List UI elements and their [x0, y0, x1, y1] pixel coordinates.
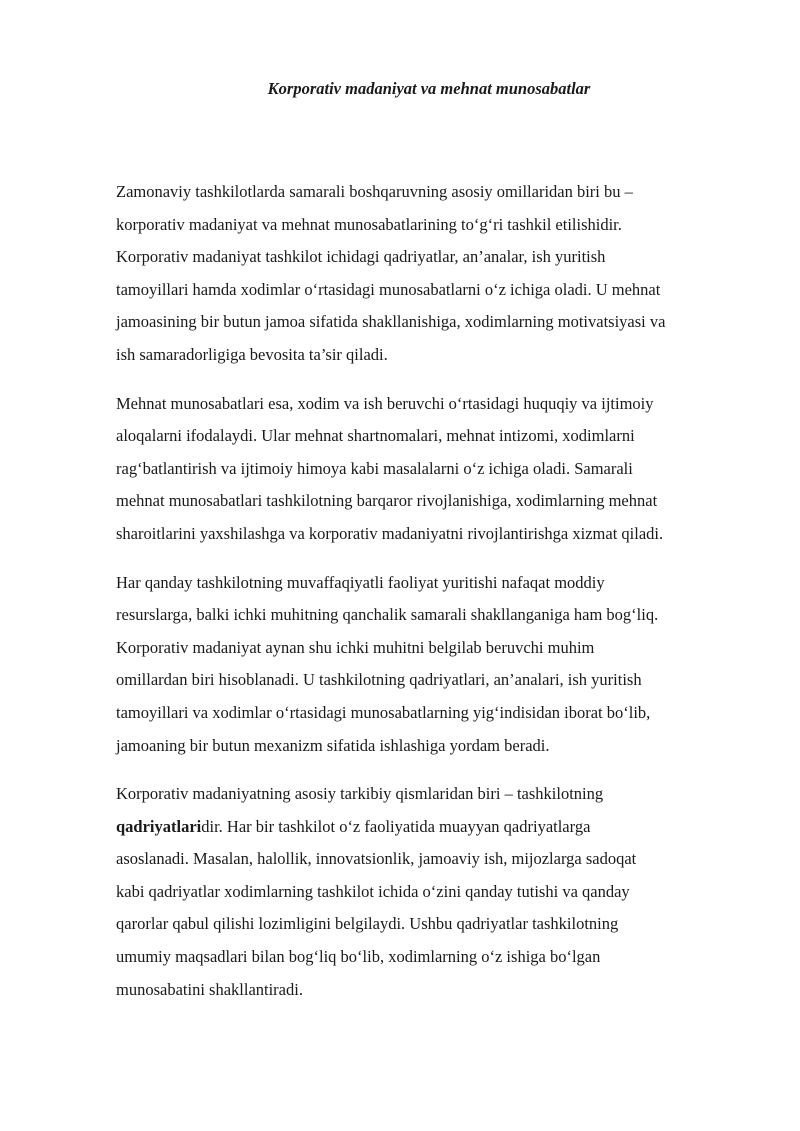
text-line: tamoyillari va xodimlar o‘rtasidagi munosabatlarning yig‘indisidan iborat bo‘lib,: [116, 702, 651, 722]
text-line: mehnat munosabatlari tashkilotning barqaror rivojlanishiga, xodimlarning mehnat: [116, 491, 658, 511]
text-line: Korporativ madaniyat aynan shu ichki muhitni belgilab beruvchi muhim: [116, 637, 595, 657]
text-line: rag‘batlantirish va ijtimoiy himoya kabi masalalarni o‘z ichiga oladi. Samarali: [116, 458, 633, 478]
text-fragment: dir. Har bir tashkilot o‘z faoliyatida muayyan qadriyatlarga: [201, 816, 591, 836]
text-line: tamoyillari hamda xodimlar o‘rtasidagi munosabatlarni o‘z ichiga oladi. U mehnat: [116, 279, 661, 299]
text-line: jamoasining bir butun jamoa sifatida shakllanishiga, xodimlarning motivatsiyasi va: [116, 312, 666, 332]
text-line: Mehnat munosabatlari esa, xodim va ish beruvchi o‘rtasidagi huquqiy va ijtimoiy: [116, 393, 654, 413]
text-line-with-emphasis: [116, 811, 752, 844]
text-line: omillardan biri hisoblanadi. U tashkilotning qadriyatlari, an’analari, ish yuritish: [116, 670, 642, 690]
text-line: munosabatini shakllantiradi.: [116, 979, 303, 999]
text-line: kabi qadriyatlar xodimlarning tashkilot ichida o‘zini qanday tutishi va qanday: [116, 881, 630, 901]
text-line: jamoaning bir butun mexanizm sifatida ishlashiga yordam beradi.: [116, 735, 550, 755]
text-line: resurslarga, balki ichki muhitning qanchalik samarali shakllanganiga ham bog‘liq.: [116, 605, 659, 625]
document-title: Korporativ madaniyat va mehnat munosabatlar: [267, 79, 591, 98]
text-line: Korporativ madaniyat tashkilot ichidagi qadriyatlar, an’analar, ish yuritish: [116, 247, 606, 267]
paragraph-1: [116, 176, 752, 372]
paragraph-2: [116, 388, 752, 551]
text-line: ish samaradorligiga bevosita ta’sir qiladi.: [116, 344, 388, 364]
text-line: Har qanday tashkilotning muvaffaqiyatli faoliyat yuritishi nafaqat moddiy: [116, 572, 605, 592]
text-line: asoslanadi. Masalan, halollik, innovatsionlik, jamoaviy ish, mijozlarga sadoqat: [116, 849, 637, 869]
text-line: umumiy maqsadlari bilan bog‘liq bo‘lib, xodimlarning o‘z ishiga bo‘lgan: [116, 947, 601, 967]
text-line: Korporativ madaniyatning asosiy tarkibiy qismlaridan biri – tashkilotning: [116, 784, 604, 804]
text-line: korporativ madaniyat va mehnat munosabatlarining to‘g‘ri tashkil etilishidir.: [116, 214, 622, 234]
text-line: aloqalarni ifodalaydi. Ular mehnat shartnomalari, mehnat intizomi, xodimlarni: [116, 426, 635, 446]
paragraph-3: [116, 567, 752, 763]
text-line: Zamonaviy tashkilotlarda samarali boshqaruvning asosiy omillaridan biri bu –: [116, 182, 633, 201]
emphasized-term: qadriyatlari: [116, 816, 202, 836]
text-line: qarorlar qabul qilishi lozimligini belgilaydi. Ushbu qadriyatlar tashkilotning: [116, 914, 619, 934]
paragraph-4: [116, 778, 752, 1006]
text-line: sharoitlarini yaxshilashga va korporativ madaniyatni rivojlantirishga xizmat qiladi.: [116, 523, 664, 543]
document-body: [116, 176, 752, 1022]
